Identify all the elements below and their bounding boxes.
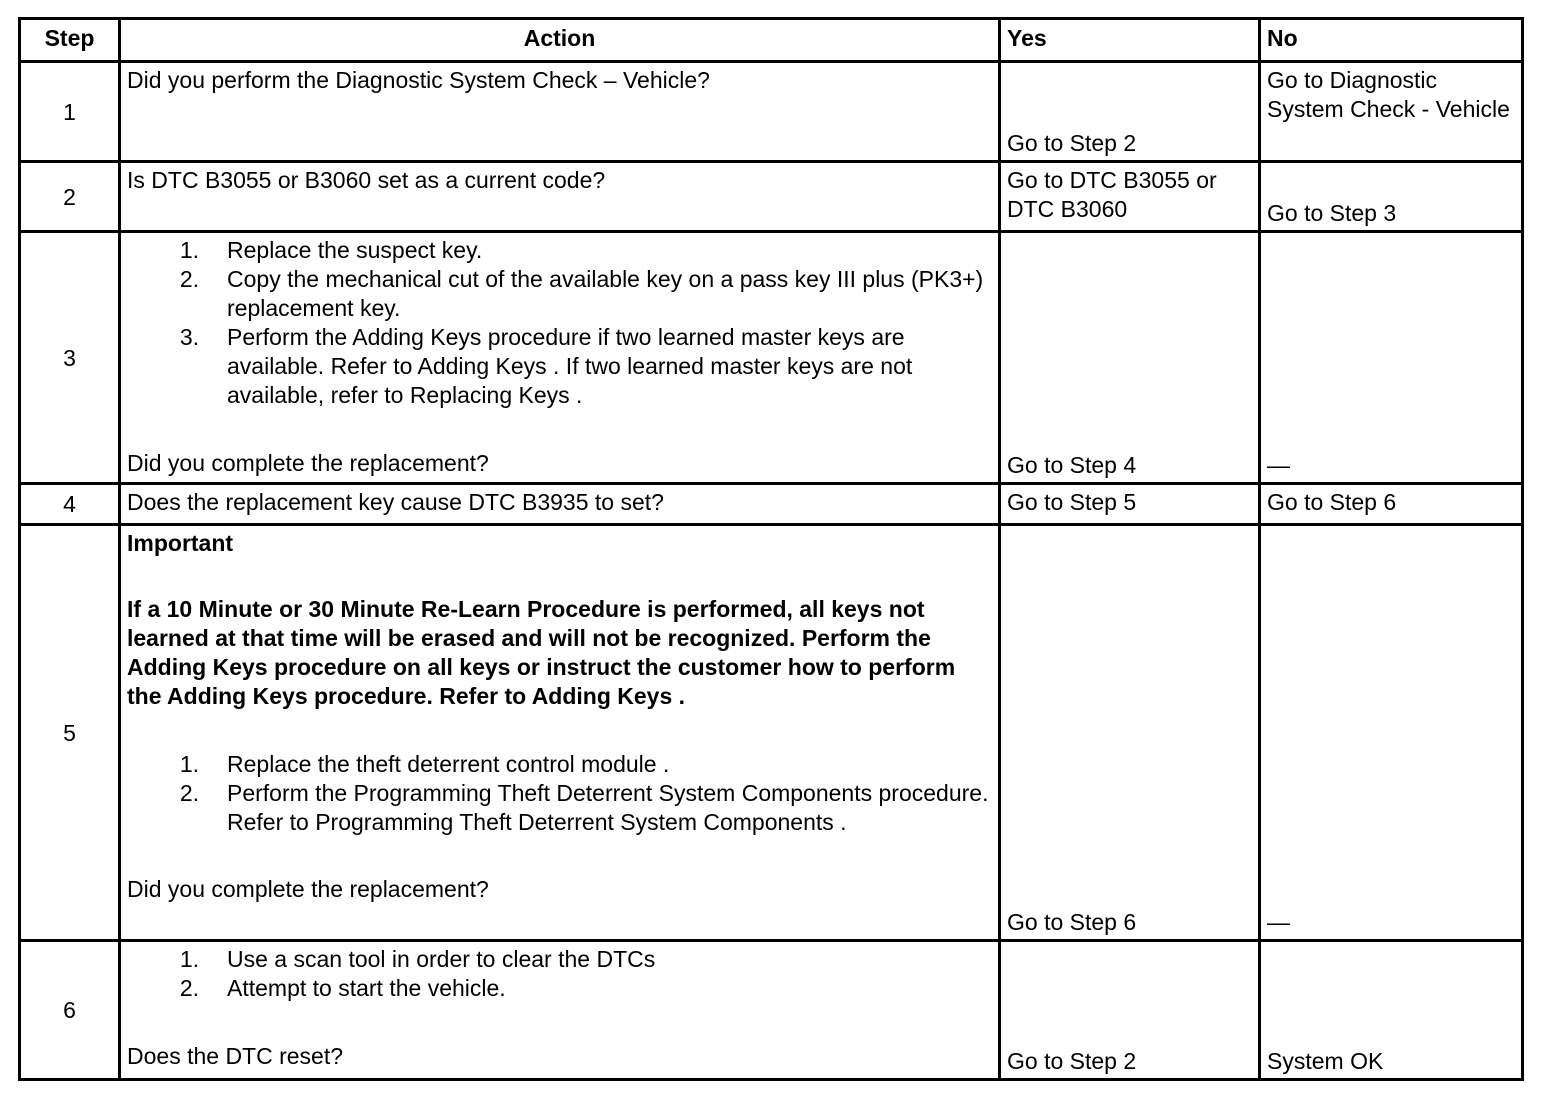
list-item: 3. Perform the Adding Keys procedure if two learned master keys are available. Refer to Adding Keys . If two learned master keys are not available, refer to Replacing Keys . [179,324,913,408]
step-number: 1 [20,62,120,162]
yes-cell [1000,525,1260,941]
instruction-list [127,236,992,410]
step-number: 6 [20,941,120,1080]
no-cell [1260,525,1523,941]
question-text: Did you complete the replacement? [127,450,489,476]
table-row [20,941,1523,1080]
action-cell: Is DTC B3055 or B3060 set as a current code? [120,162,1000,232]
no-cell: Go to Diagnostic System Check - Vehicle [1260,62,1523,162]
instruction-list [127,945,992,1003]
yes-cell: Go to Step 5 [1000,484,1260,525]
list-item: 1. Use a scan tool in order to clear the DTCs [179,946,656,972]
yes-cell: Go to DTC B3055 or DTC B3060 [1000,162,1260,232]
table-row [20,525,1523,941]
question-text: Did you complete the replacement? [127,876,489,902]
yes-cell [1000,232,1260,484]
no-text: Go to Step 3 [1267,200,1397,226]
yes-cell [1000,941,1260,1080]
step-number: 3 [20,232,120,484]
list-item: 2. Attempt to start the vehicle. [179,975,506,1001]
yes-cell [1000,62,1260,162]
list-item: 1. Replace the theft deterrent control module . [179,751,670,777]
action-cell: Did you perform the Diagnostic System Check – Vehicle? [120,62,1000,162]
table-row [20,62,1523,162]
no-cell [1260,162,1523,232]
table-row [20,162,1523,232]
no-cell [1260,941,1523,1080]
list-item: 2. Copy the mechanical cut of the available key on a pass key III plus (PK3+) replacement key. [179,266,984,321]
header-yes: Yes [1000,19,1260,62]
yes-text: Go to Step 6 [1007,909,1137,935]
no-cell [1260,232,1523,484]
list-item: 1. Replace the suspect key. [179,237,483,263]
table-row [20,484,1523,525]
yes-text: Go to Step 2 [1007,130,1137,156]
important-text: If a 10 Minute or 30 Minute Re-Learn Procedure is performed, all keys not learned at that time will be erased and will not be recognized. Perform the Adding Keys procedure on all keys or instruct the customer how to perform the Adding Keys procedure. Refer to Adding Keys . [127,596,956,709]
no-cell: Go to Step 6 [1260,484,1523,525]
step-number: 2 [20,162,120,232]
action-cell [120,525,1000,941]
header-step: Step [20,19,120,62]
action-cell [120,232,1000,484]
list-item: 2. Perform the Programming Theft Deterrent System Components procedure. Refer to Programming Theft Deterrent System Components . [179,780,989,835]
yes-text: Go to Step 2 [1007,1048,1137,1074]
diagnostic-table [18,17,1524,1081]
step-number: 4 [20,484,120,525]
important-title: Important [127,530,234,556]
header-no: No [1260,19,1523,62]
no-text: — [1267,452,1290,478]
no-text: System OK [1267,1048,1384,1074]
no-text: — [1267,909,1290,935]
header-row [20,19,1523,62]
question-text: Does the DTC reset? [127,1043,344,1069]
instruction-list [127,750,992,837]
step-number: 5 [20,525,120,941]
action-cell: Does the replacement key cause DTC B3935 to set? [120,484,1000,525]
header-action: Action [120,19,1000,62]
table-row [20,232,1523,484]
action-cell [120,941,1000,1080]
yes-text: Go to Step 4 [1007,452,1137,478]
